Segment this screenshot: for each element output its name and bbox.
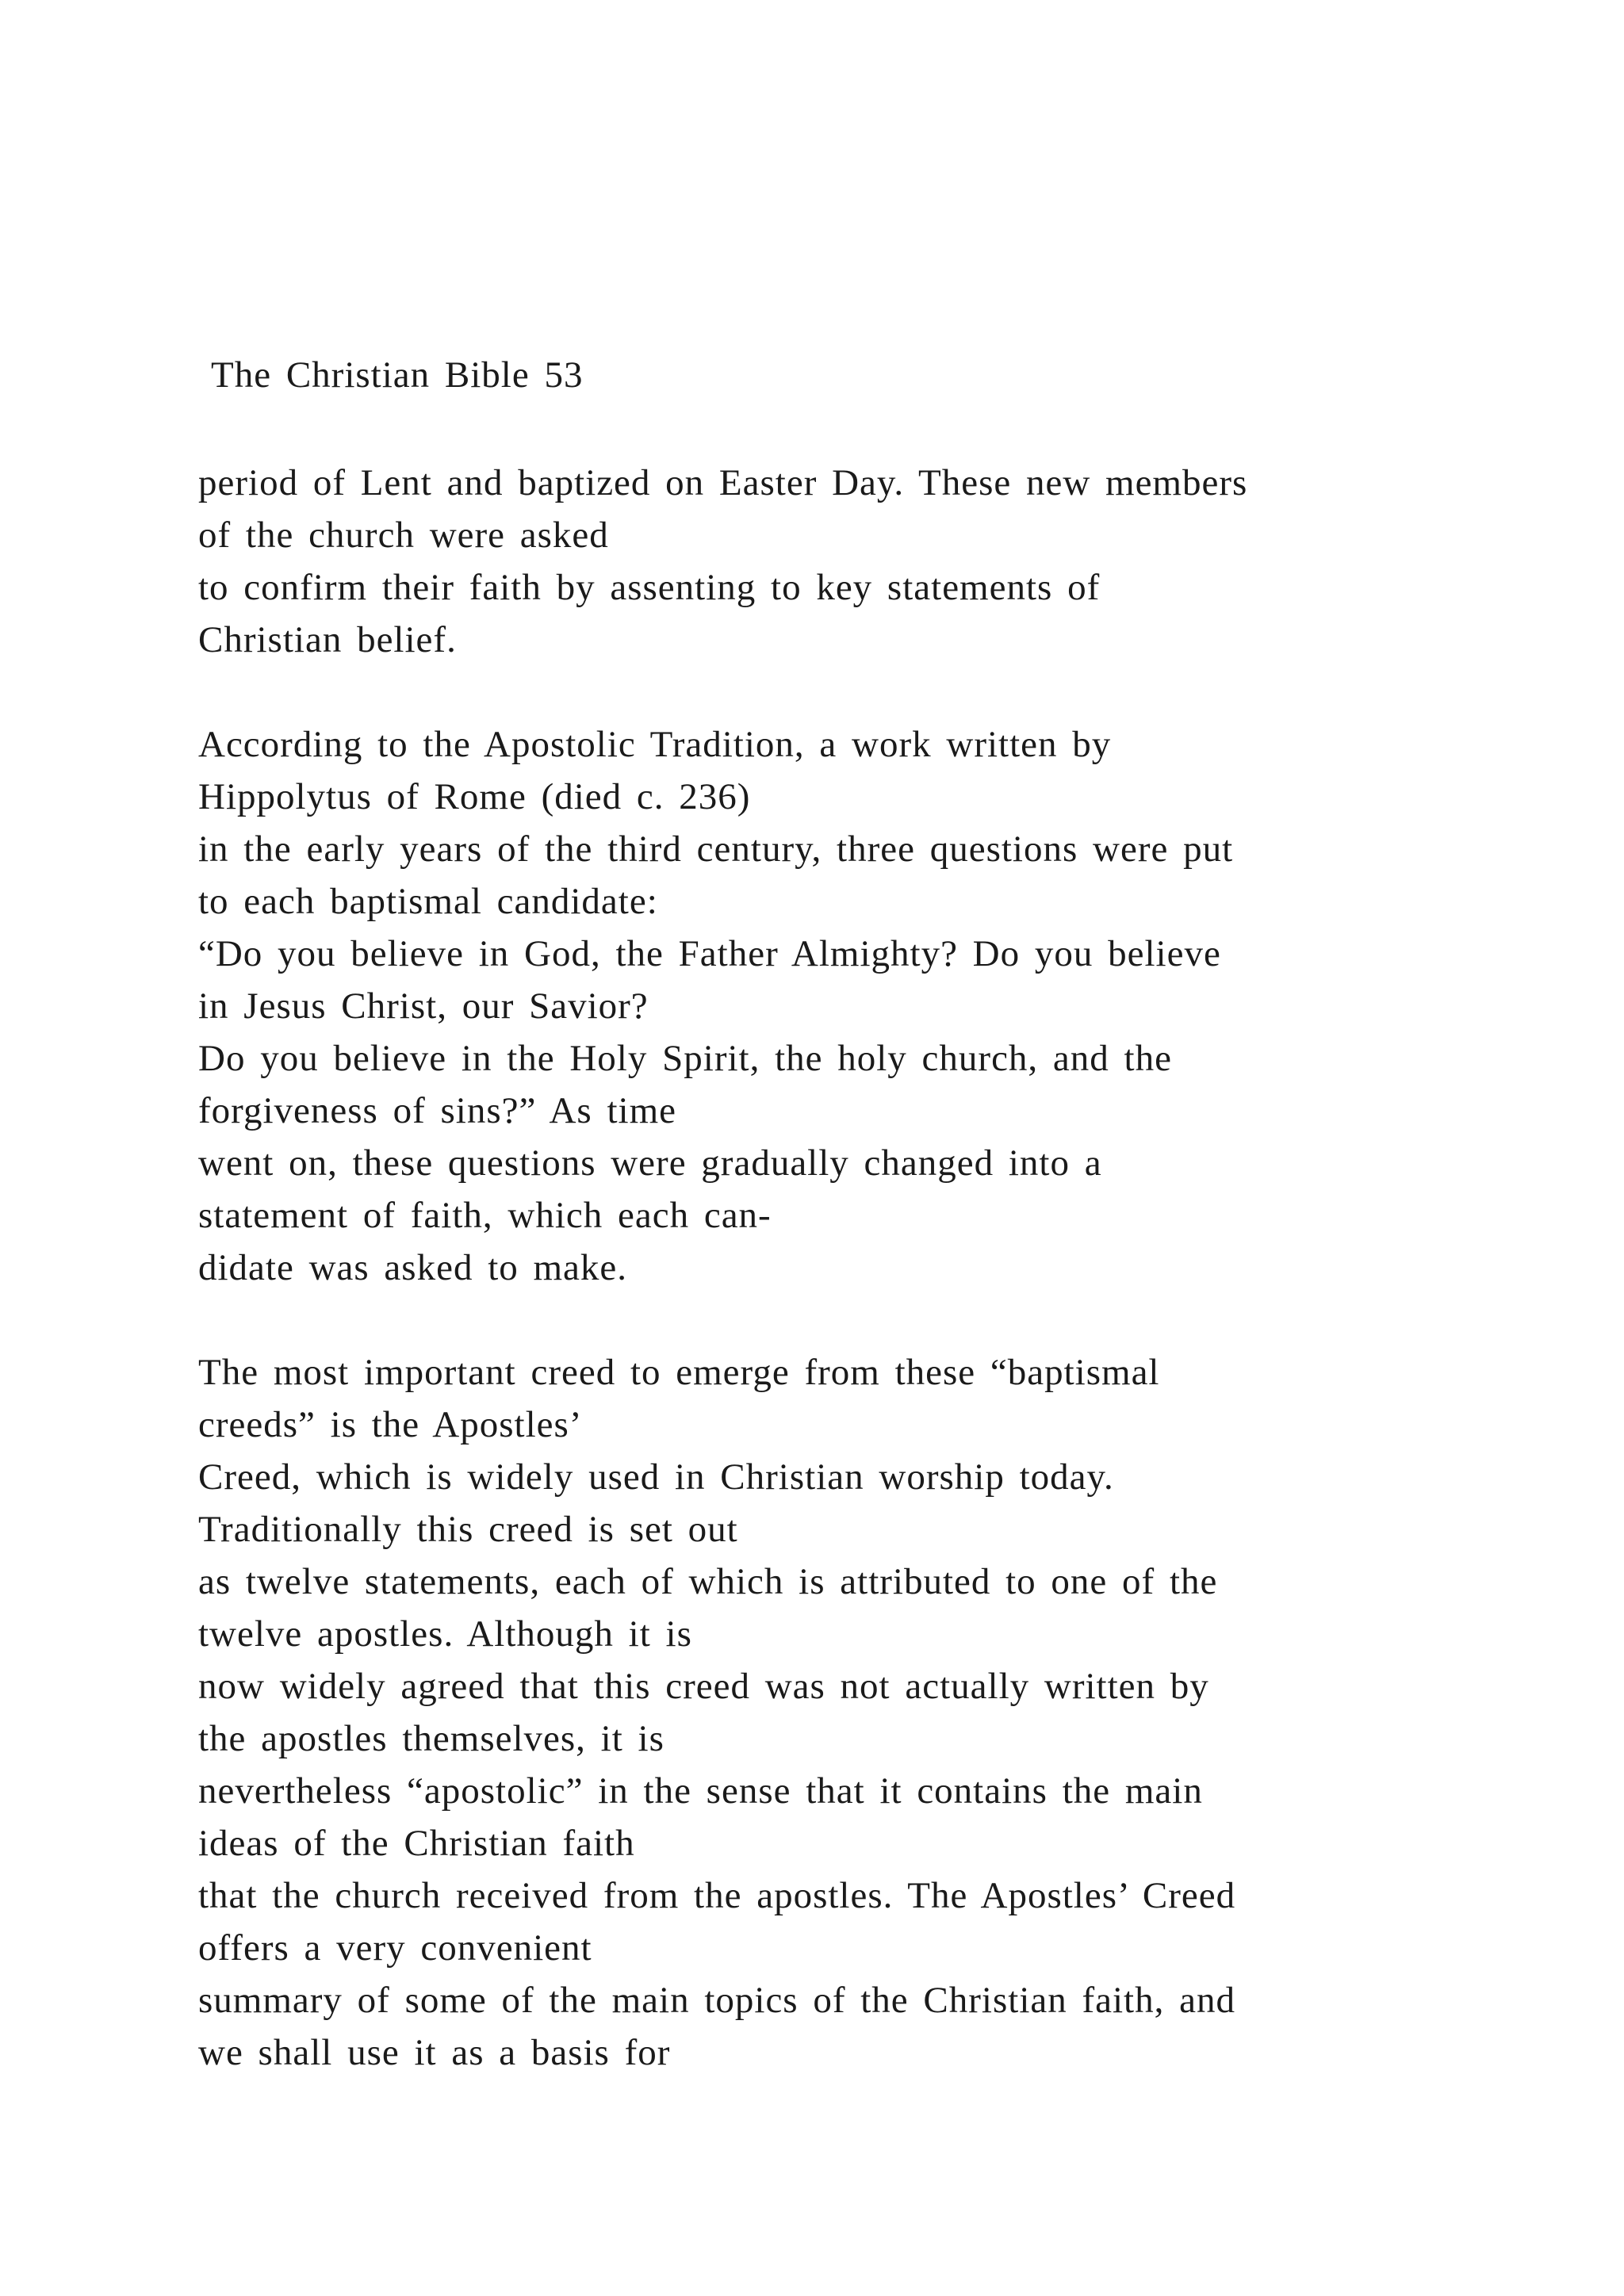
text-line: to each baptismal candidate: xyxy=(198,881,658,922)
body-text xyxy=(198,457,1515,2131)
text-line: According to the Apostolic Tradition, a work written by xyxy=(198,724,1112,765)
text-line: creeds” is the Apostles’ xyxy=(198,1404,583,1445)
text-line: in Jesus Christ, our Savior? xyxy=(198,985,649,1027)
text-line: we shall use it as a basis for xyxy=(198,2032,671,2073)
text-line: statement of faith, which each can- xyxy=(198,1195,772,1236)
running-head: The Christian Bible 53 xyxy=(211,354,584,396)
text-line: forgiveness of sins?” As time xyxy=(198,1090,677,1131)
text-line: Creed, which is widely used in Christian worship today. xyxy=(198,1456,1114,1498)
text-line: didate was asked to make. xyxy=(198,1247,628,1288)
text-line: the apostles themselves, it is xyxy=(198,1718,665,1759)
text-line: as twelve statements, each of which is attributed to one of the xyxy=(198,1561,1218,1602)
paragraph-1 xyxy=(198,457,1515,666)
text-line: Traditionally this creed is set out xyxy=(198,1509,738,1550)
text-line: went on, these questions were gradually changed into a xyxy=(198,1142,1102,1184)
paragraph-2 xyxy=(198,718,1515,1294)
text-line: period of Lent and baptized on Easter Day. These new members xyxy=(198,462,1248,503)
text-line: to confirm their faith by assenting to key statements of xyxy=(198,567,1101,608)
text-line: The most important creed to emerge from these “baptismal xyxy=(198,1352,1160,1393)
text-line: twelve apostles. Although it is xyxy=(198,1613,692,1655)
text-line: ideas of the Christian faith xyxy=(198,1823,635,1864)
text-line: Christian belief. xyxy=(198,619,457,660)
text-line: now widely agreed that this creed was not actually written by xyxy=(198,1666,1209,1707)
text-line: “Do you believe in God, the Father Almighty? Do you believe xyxy=(198,933,1221,974)
text-line: Do you believe in the Holy Spirit, the holy church, and the xyxy=(198,1038,1172,1079)
text-line: Hippolytus of Rome (died c. 236) xyxy=(198,776,751,817)
text-line: of the church were asked xyxy=(198,515,609,556)
text-line: that the church received from the apostles. The Apostles’ Creed xyxy=(198,1875,1236,1916)
text-line: in the early years of the third century, three questions were put xyxy=(198,828,1234,870)
paragraph-3 xyxy=(198,1346,1515,2079)
text-line: offers a very convenient xyxy=(198,1927,592,1969)
text-line: summary of some of the main topics of the Christian faith, and xyxy=(198,1980,1235,2021)
text-line: nevertheless “apostolic” in the sense that it contains the main xyxy=(198,1770,1203,1812)
